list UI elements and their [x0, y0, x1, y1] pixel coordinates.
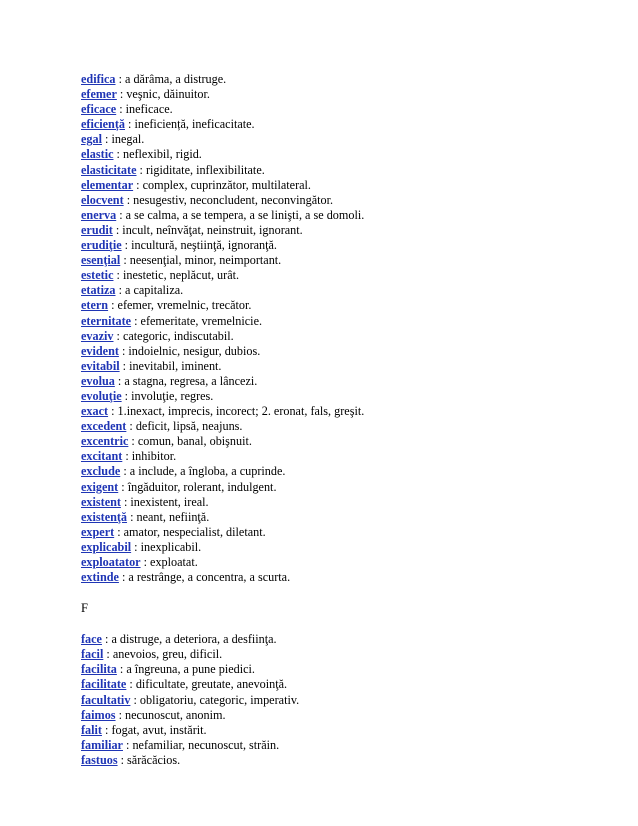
entry-definition: : efemer, vremelnic, trecător. [108, 298, 252, 313]
dictionary-entry [81, 495, 601, 510]
entry-definition: : sărăcăcios. [117, 752, 181, 767]
dictionary-entry [81, 238, 601, 253]
entry-definition: : a îngreuna, a pune piedici. [116, 662, 255, 677]
entry-definition: : incult, neînvăţat, neinstruit, ignorant. [112, 222, 303, 237]
dictionary-page [81, 72, 601, 768]
entry-definition: : amator, nespecialist, diletant. [114, 524, 266, 539]
entry-definition: : veşnic, dăinuitor. [116, 87, 210, 102]
entry-word-link[interactable]: extinde [81, 570, 119, 585]
dictionary-entry [81, 753, 601, 768]
entry-definition: : a include, a îngloba, a cuprinde. [120, 464, 286, 479]
dictionary-entry [81, 298, 601, 313]
entry-definition: : a dărâma, a distruge. [115, 72, 227, 86]
dictionary-entry [81, 208, 601, 223]
entry-definition: : deficit, lipsă, neajuns. [126, 419, 243, 434]
entry-definition: : ineficace. [116, 102, 173, 117]
entry-word-link[interactable]: elasticitate [81, 162, 137, 177]
dictionary-entry [81, 132, 601, 147]
entry-word-link[interactable]: elastic [81, 147, 114, 162]
entry-word-link[interactable]: evoluţie [81, 388, 122, 403]
entry-word-link[interactable]: evolua [81, 373, 115, 388]
entry-word-link[interactable]: evitabil [81, 358, 120, 373]
dictionary-entry [81, 464, 601, 479]
entry-word-link[interactable]: etatiza [81, 283, 116, 298]
dictionary-entry [81, 677, 601, 692]
entry-word-link[interactable]: erudiţie [81, 238, 122, 253]
entry-definition: : complex, cuprinzător, multilateral. [133, 177, 311, 192]
entry-word-link[interactable]: eficiență [81, 117, 125, 132]
entry-word-link[interactable]: excedent [81, 419, 127, 434]
entry-definition: : rigiditate, inflexibilitate. [136, 162, 265, 177]
entry-definition: : incultură, neştiinţă, ignoranţă. [121, 238, 277, 253]
dictionary-entry [81, 102, 601, 117]
entry-word-link[interactable]: efemer [81, 87, 117, 102]
entry-word-link[interactable]: facilitate [81, 677, 127, 692]
entry-word-link[interactable]: familiar [81, 737, 123, 752]
entry-definition: : involuţie, regres. [121, 388, 214, 403]
entry-definition: : inevitabil, iminent. [119, 358, 222, 373]
entry-word-link[interactable]: exploatator [81, 555, 141, 569]
dictionary-entry [81, 268, 601, 283]
entry-definition: : a distruge, a deteriora, a desfiinţa. [101, 632, 277, 647]
entry-word-link[interactable]: elocvent [81, 192, 124, 207]
dictionary-entry [81, 480, 601, 495]
dictionary-entry [81, 283, 601, 298]
entry-definition: : a capitaliza. [115, 283, 184, 298]
section-gap [81, 616, 601, 632]
entry-definition: : indoielnic, nesigur, dubios. [118, 343, 261, 358]
entry-word-link[interactable]: enerva [81, 207, 117, 222]
entry-word-link[interactable]: etern [81, 298, 109, 313]
dictionary-entry [81, 570, 601, 585]
entry-definition: : exploatat. [140, 555, 198, 569]
entry-definition: : neant, nefiinţă. [127, 509, 210, 524]
entry-definition: : inexplicabil. [131, 539, 202, 554]
dictionary-entry [81, 87, 601, 102]
entries-e-list [81, 72, 601, 585]
entry-word-link[interactable]: excitant [81, 449, 123, 464]
entry-word-link[interactable]: egal [81, 132, 102, 147]
dictionary-entry [81, 163, 601, 178]
entry-word-link[interactable]: existenţă [81, 509, 128, 524]
dictionary-entry [81, 708, 601, 723]
dictionary-entry [81, 314, 601, 329]
entry-definition: : fogat, avut, instărit. [101, 722, 207, 737]
entry-definition: : inhibitor. [122, 449, 177, 464]
entry-word-link[interactable]: facultativ [81, 692, 131, 707]
dictionary-entry [81, 359, 601, 374]
entry-definition: : necunoscut, anonim. [115, 707, 226, 722]
entry-word-link[interactable]: faimos [81, 707, 116, 722]
dictionary-entry [81, 419, 601, 434]
dictionary-entry [81, 147, 601, 162]
dictionary-entry [81, 647, 601, 662]
section-letter: F [81, 601, 88, 616]
entry-word-link[interactable]: exigent [81, 479, 119, 494]
entry-word-link[interactable]: falit [81, 722, 102, 737]
entry-definition: : îngăduitor, rolerant, indulgent. [118, 479, 277, 494]
dictionary-entry [81, 662, 601, 677]
entry-word-link[interactable]: eternitate [81, 313, 132, 328]
dictionary-entry [81, 510, 601, 525]
entry-word-link[interactable]: esenţial [81, 253, 121, 268]
entry-definition: : neflexibil, rigid. [113, 147, 202, 162]
dictionary-entry [81, 632, 601, 647]
entry-word-link[interactable]: elementar [81, 177, 134, 192]
dictionary-entry [81, 693, 601, 708]
dictionary-entry [81, 72, 601, 87]
entry-definition: : anevoios, greu, dificil. [103, 647, 223, 662]
entry-definition: : a restrânge, a concentra, a scurta. [118, 570, 291, 585]
entry-definition: : categoric, indiscutabil. [113, 328, 234, 343]
entry-word-link[interactable]: eficace [81, 102, 117, 117]
dictionary-entry [81, 723, 601, 738]
dictionary-entry [81, 434, 601, 449]
entry-definition: : a se calma, a se tempera, a se linişti, a se domoli. [116, 207, 365, 222]
dictionary-entry [81, 449, 601, 464]
entry-definition: : inestetic, neplăcut, urât. [113, 268, 240, 283]
entry-definition: : comun, banal, obişnuit. [128, 434, 252, 449]
dictionary-entry [81, 738, 601, 753]
dictionary-entry [81, 329, 601, 344]
entry-word-link[interactable]: excentric [81, 434, 129, 449]
entries-f-list [81, 632, 601, 768]
entry-word-link[interactable]: exclude [81, 464, 121, 479]
entry-definition: : neesenţial, minor, neimportant. [120, 253, 282, 268]
dictionary-entry [81, 374, 601, 389]
dictionary-entry [81, 525, 601, 540]
dictionary-entry [81, 178, 601, 193]
entry-word-link[interactable]: evident [81, 343, 119, 358]
entry-definition: : efemeritate, vremelnicie. [131, 313, 263, 328]
entry-definition: : a stagna, regresa, a lâncezi. [114, 373, 258, 388]
entry-definition: : nesugestiv, neconcludent, neconvingător. [123, 192, 334, 207]
entry-definition: : nefamiliar, necunoscut, străin. [122, 737, 280, 752]
dictionary-entry [81, 389, 601, 404]
entry-word-link[interactable]: existent [81, 494, 121, 509]
entry-word-link[interactable]: evaziv [81, 328, 114, 343]
entry-word-link[interactable]: explicabil [81, 539, 132, 554]
entry-word-link[interactable]: fastuos [81, 752, 118, 767]
entry-definition: : inexistent, ireal. [120, 494, 209, 509]
entry-word-link[interactable]: erudit [81, 222, 113, 237]
entry-definition: : 1.inexact, imprecis, incorect; 2. eronat, fals, greşit. [108, 404, 365, 419]
entry-word-link[interactable]: expert [81, 524, 115, 539]
entry-definition: : ineficiență, ineficacitate. [125, 117, 255, 132]
entry-word-link[interactable]: estetic [81, 268, 114, 283]
entry-definition: : obligatoriu, categoric, imperativ. [130, 692, 300, 707]
dictionary-entry [81, 404, 601, 419]
entry-word-link[interactable]: edifica [81, 72, 116, 86]
dictionary-entry [81, 223, 601, 238]
dictionary-entry [81, 193, 601, 208]
dictionary-entry [81, 253, 601, 268]
dictionary-entry [81, 555, 601, 570]
entry-word-link[interactable]: facil [81, 647, 104, 662]
dictionary-entry [81, 540, 601, 555]
entry-definition: : dificultate, greutate, anevoinţă. [126, 677, 288, 692]
dictionary-entry [81, 344, 601, 359]
entry-definition: : inegal. [101, 132, 145, 147]
section-gap [81, 585, 601, 601]
dictionary-entry [81, 117, 601, 132]
entry-word-link[interactable]: facilita [81, 662, 117, 677]
entry-word-link[interactable]: exact [81, 404, 109, 419]
entry-word-link[interactable]: face [81, 632, 102, 647]
